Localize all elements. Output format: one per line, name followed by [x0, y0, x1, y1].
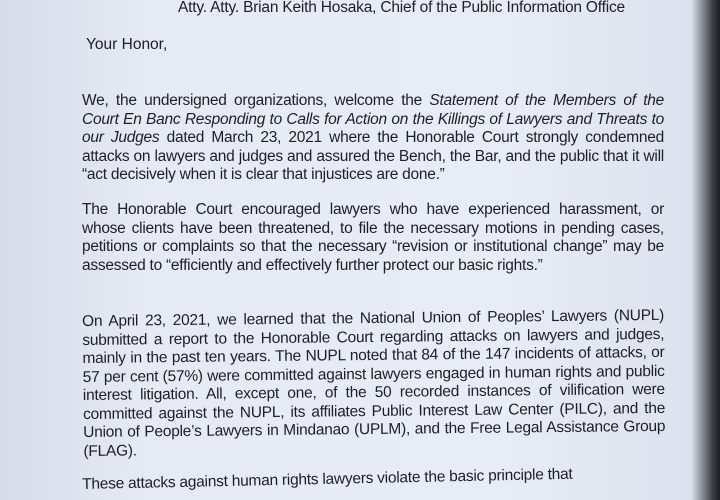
p1-text-end: dated March 23, 2021 where the Honorable Court strongly condemned attacks on lawyers and judges and assured the Bench, the Bar, and the public that it will “act decisively when it is clear that injustices are done.”	[82, 129, 664, 183]
paragraph-attacks: These attacks against human rights lawyers violate the basic principle that	[82, 465, 573, 493]
p1-text: We, the undersigned organizations, welcome the	[82, 92, 430, 109]
paragraph-welcome	[82, 92, 664, 185]
salutation: Your Honor,	[86, 36, 168, 53]
statement-title: Statement of the Members of the Court En Banc Responding to Calls for Action on the Killings of Lawyers and Threats to our Judges	[82, 92, 664, 146]
paragraph-nupl-report: On April 23, 2021, we learned that the National Union of Peoples’ Lawyers (NUPL) submitted a report to the Honorable Court regarding attacks on lawyers and judges, mainly in the past ten years. The NUPL noted that 84 of the 147 incidents of attacks, or 57 per cent (57%) were committed against lawyers engaged in human rights and public interest litigation. All, except one, of the 50 recorded instances of vilification were committed against the NUPL, its affiliates Public Interest Law Center (PILC), and the Union of People’s Lawyers in Mindanao (UPLM), and the Free Legal Assistance Group (FLAG).	[82, 306, 666, 460]
paragraph-encouragement: The Honorable Court encouraged lawyers who have experienced harassment, or whose clients have been threatened, to file the necessary motions in pending cases, petitions or complaints so that the necessary “revision or institutional change” may be assessed to “efficiently and effectively further protect our basic rights.”	[82, 201, 664, 274]
addressee-line: Atty. Atty. Brian Keith Hosaka, Chief of the Public Information Office	[178, 0, 625, 16]
